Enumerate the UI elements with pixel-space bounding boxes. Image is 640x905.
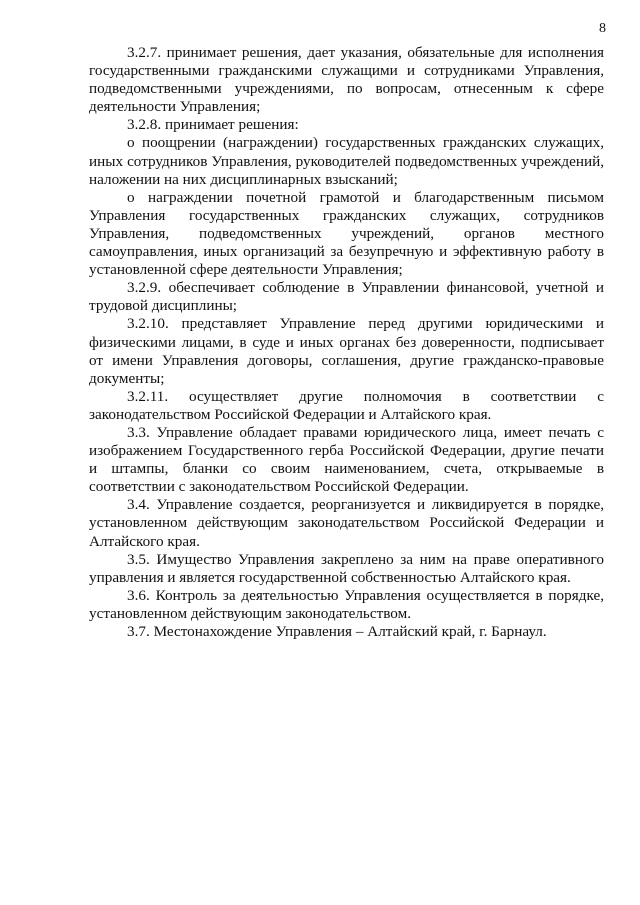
page-number: 8 [599,21,606,36]
paragraph-3-2-8-encouragement: о поощрении (награждении) государственных гражданских служащих, иных сотрудников Управления, руководителей подведомственных учреждений, наложении на них дисциплинарных взысканий; [89,134,604,188]
paragraph-3-2-9: 3.2.9. обеспечивает соблюдение в Управлении финансовой, учетной и трудовой дисциплины; [89,279,604,315]
paragraph-3-4: 3.4. Управление создается, реорганизуется и ликвидируется в порядке, установленном действующим законодательством Российской Федерации и Алтайского края. [89,496,604,550]
paragraph-3-5: 3.5. Имущество Управления закреплено за ним на праве оперативного управления и является государственной собственностью Алтайского края. [89,550,604,586]
document-body [89,44,604,641]
paragraph-3-2-8-awards: о награждении почетной грамотой и благодарственным письмом Управления государственных гражданских служащих, сотрудников Управления, подведомственных учреждений, органов местного самоуправления, иных организаций за безупречную и эффективную работу в установленной сфере деятельности Управления; [89,188,604,279]
paragraph-3-2-11: 3.2.11. осуществляет другие полномочия в соответствии с законодательством Российской Федерации и Алтайского края. [89,387,604,423]
paragraph-3-2-10: 3.2.10. представляет Управление перед другими юридическими и физическими лицами, в суде и иных органах без доверенности, подписывает от имени Управления договоры, соглашения, другие гражданско-правовые документы; [89,315,604,387]
paragraph-3-2-8: 3.2.8. принимает решения: [127,116,299,134]
paragraph-3-6: 3.6. Контроль за деятельностью Управления осуществляется в порядке, установленном действующим законодательством. [89,586,604,622]
paragraph-3-2-7: 3.2.7. принимает решения, дает указания, обязательные для исполнения государственными гражданскими служащими и сотрудниками Управления, подведомственными учреждениями, по вопросам, отнесенным к сфере деятельности Управления; [89,44,604,116]
paragraph-3-7: 3.7. Местонахождение Управления – Алтайский край, г. Барнаул. [127,623,547,640]
paragraph-3-3: 3.3. Управление обладает правами юридического лица, имеет печать с изображением Государственного герба Российской Федерации, другие печати и штампы, бланки со своим наименованием, счета, открываемые в соответствии с законодательством Российской Федерации. [89,423,604,496]
